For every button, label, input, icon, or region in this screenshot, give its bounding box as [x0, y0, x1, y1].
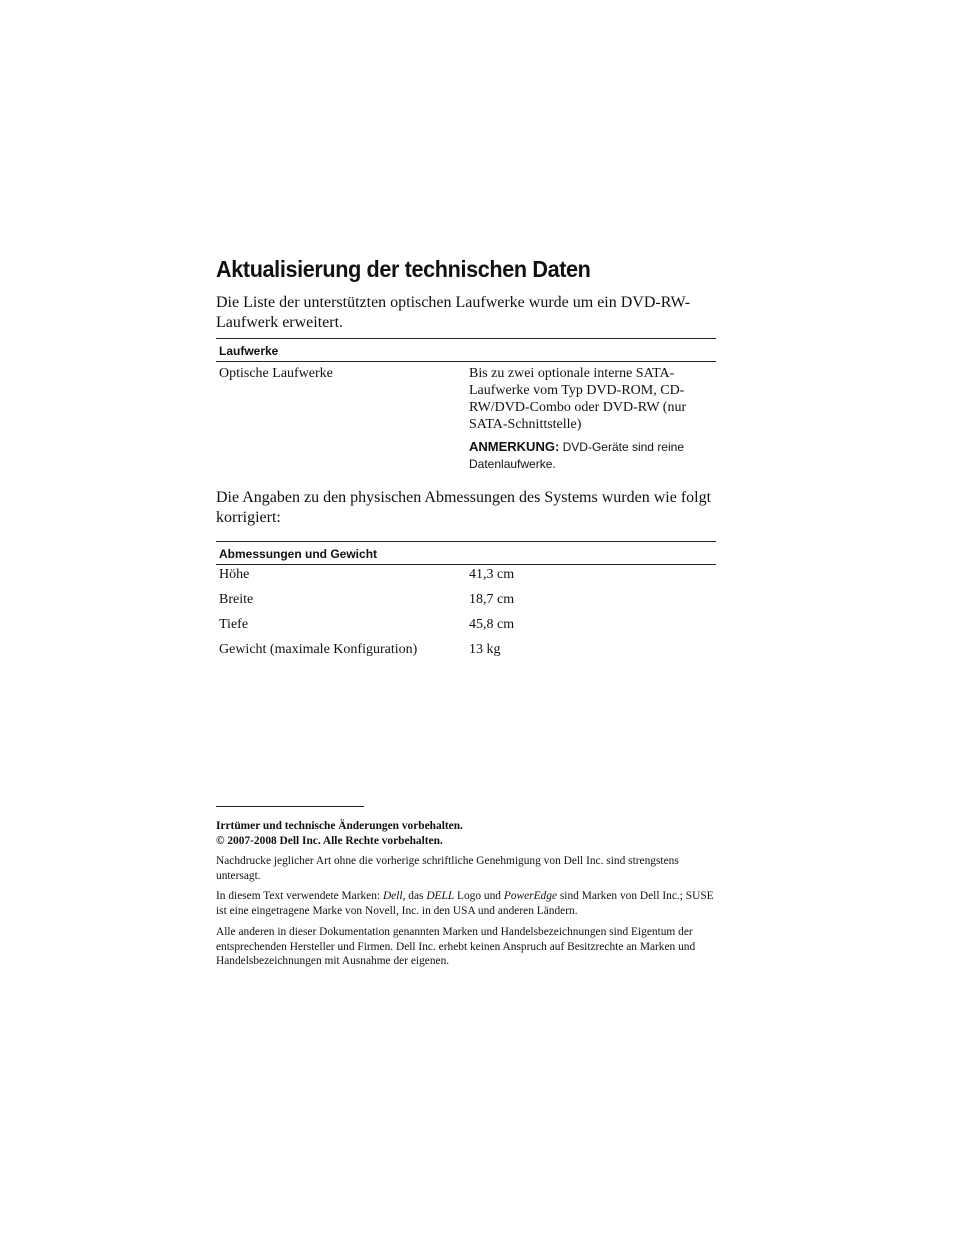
table-row [216, 565, 716, 590]
intro-paragraph-dimensions: Die Angaben zu den physischen Abmessungen des Systems wurden wie folgt korrigiert: [216, 489, 712, 526]
row-label: Höhe [219, 567, 250, 582]
row-label: Optische Laufwerke [219, 366, 333, 381]
table-row [216, 590, 716, 615]
drives-table [216, 338, 716, 475]
row-label: Breite [219, 592, 254, 607]
row-value: 45,8 cm [469, 617, 515, 632]
dimensions-table-header: Abmessungen und Gewicht [216, 541, 716, 565]
row-value: 13 kg [469, 642, 501, 657]
table-row [216, 362, 716, 475]
reprint-notice: Nachdrucke jeglicher Art ohne die vorherige schriftliche Genehmigung von Dell Inc. sind strengstens untersagt. [216, 855, 679, 882]
row-label: Tiefe [219, 617, 249, 632]
drives-table-header: Laufwerke [216, 338, 716, 362]
optical-drives-description: Bis zu zwei optionale interne SATA-Laufwerke vom Typ DVD-ROM, CD-RW/DVD-Combo oder DVD-RW (nur SATA-Schnittstelle) [469, 366, 687, 432]
table-row [216, 640, 716, 665]
note [469, 438, 714, 473]
row-value [469, 365, 714, 473]
footnote-divider [216, 806, 364, 807]
note-text: DVD-Geräte sind reine Datenlaufwerke. [469, 440, 684, 471]
page-title: Aktualisierung der technischen Daten [216, 256, 591, 282]
dimensions-table [216, 541, 716, 665]
note-label: ANMERKUNG: [469, 439, 560, 454]
row-label: Gewicht (maximale Konfiguration) [219, 642, 418, 657]
intro-paragraph-drives: Die Liste der unterstützten optischen Laufwerke wurde um ein DVD-RW-Laufwerk erweitert. [216, 294, 691, 331]
trademark-dell-logo: DELL [426, 890, 455, 902]
row-value: 41,3 cm [469, 567, 515, 582]
row-value: 18,7 cm [469, 592, 515, 607]
errata-line: Irrtümer und technische Änderungen vorbehalten. [216, 820, 463, 832]
trademark-poweredge: PowerEdge [503, 890, 558, 902]
legal-notice [216, 819, 716, 848]
trademark-dell: Dell, [382, 890, 406, 902]
other-trademarks-notice: Alle anderen in dieser Dokumentation genannten Marken und Handelsbezeichnungen sind Eigentum der entsprechenden Hersteller und Firmen. Dell Inc. erhebt keinen Anspruch auf Besitzrechte an Marken und Handelsbezeichnungen mit Ausnahme der eigenen. [216, 926, 696, 967]
copyright-line: © 2007-2008 Dell Inc. Alle Rechte vorbehalten. [216, 834, 443, 847]
table-row [216, 615, 716, 640]
trademark-notice: In diesem Text verwendete Marken: Dell, das DELL Logo und PowerEdge sind Marken von Dell Inc.; SUSE ist eine eingetragene Marke von Novell, Inc. in den USA und anderen Ländern. [216, 890, 714, 917]
